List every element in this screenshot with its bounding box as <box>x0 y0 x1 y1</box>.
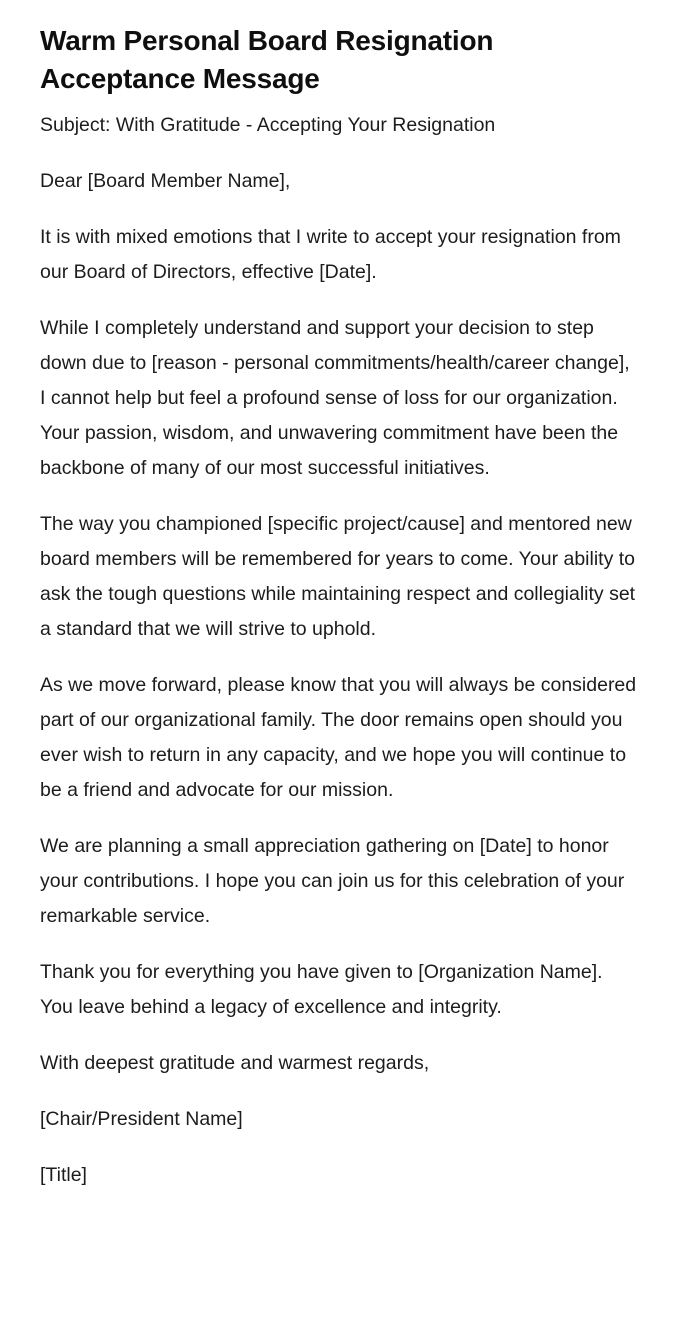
paragraph-body-4: As we move forward, please know that you will always be considered part of our organizational family. The door remains open should you ever wish to return in any capacity, and we hope you will continue to be a friend and advocate for our mission. <box>40 674 637 801</box>
paragraph-closing: With deepest gratitude and warmest regards, <box>40 1052 430 1074</box>
paragraph-body-3: The way you championed [specific project/cause] and mentored new board members will be remembered for years to come. Your ability to ask the tough questions while maintaining respect and collegiality set a standard that we will strive to uphold. <box>40 513 636 640</box>
paragraph-signature-title: [Title] <box>40 1164 87 1186</box>
paragraph-subject: Subject: With Gratitude - Accepting Your Resignation <box>40 114 496 136</box>
paragraph-body-2: While I completely understand and support your decision to step down due to [reason - personal commitments/health/career change], I cannot help but feel a profound sense of loss for our organization. Your passion, wisdom, and unwavering commitment have been the backbone of many of our most successful initiatives. <box>40 317 630 479</box>
page-title: Warm Personal Board Resignation Acceptance Message <box>40 25 494 94</box>
paragraph-body-1: It is with mixed emotions that I write to accept your resignation from our Board of Directors, effective [Date]. <box>40 226 621 283</box>
paragraph-salutation: Dear [Board Member Name], <box>40 170 291 192</box>
paragraph-body-5: We are planning a small appreciation gathering on [Date] to honor your contributions. I hope you can join us for this celebration of your remarkable service. <box>40 835 625 927</box>
document-body <box>40 108 640 1193</box>
paragraph-body-6: Thank you for everything you have given to [Organization Name]. You leave behind a legacy of excellence and integrity. <box>40 961 603 1018</box>
paragraph-signature-name: [Chair/President Name] <box>40 1108 243 1130</box>
